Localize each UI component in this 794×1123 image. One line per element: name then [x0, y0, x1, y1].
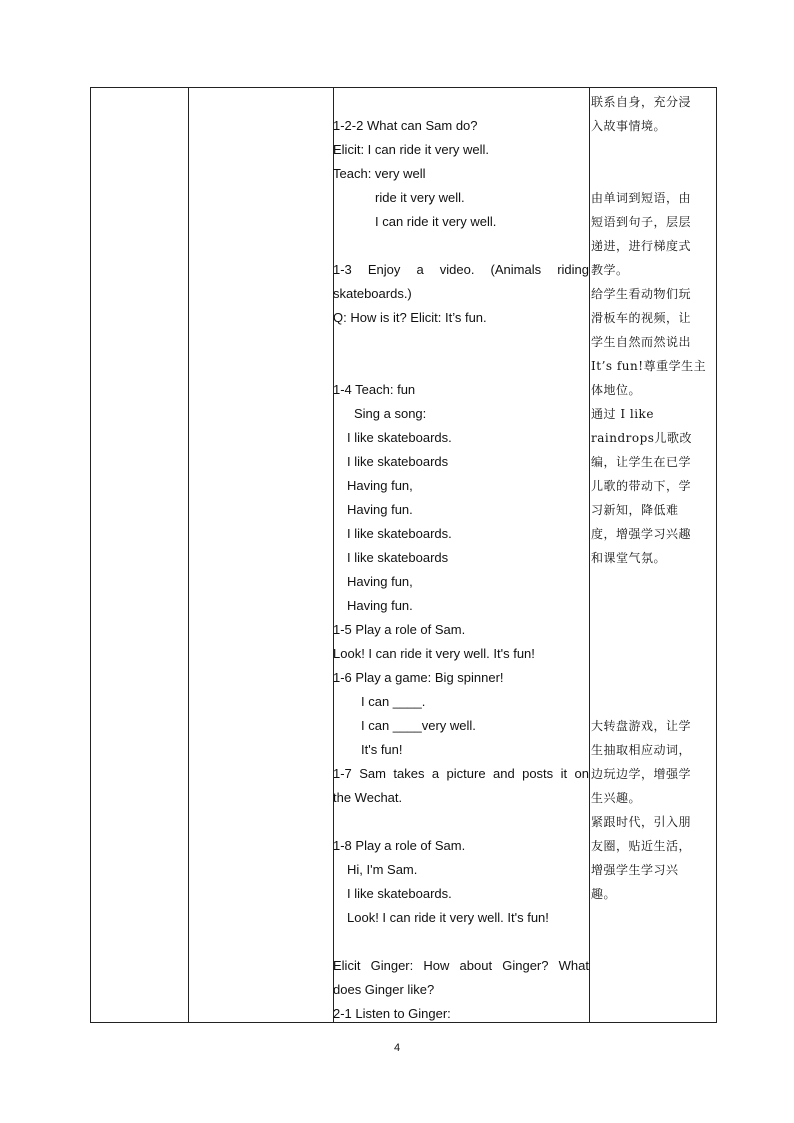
note-line: 递进，进行梯度式: [591, 239, 692, 253]
procedure-line: I can ride it very well.: [375, 214, 497, 229]
note-line: 生兴趣。: [591, 791, 642, 805]
procedure-line: 1-7 Sam takes a picture and posts it on: [333, 766, 589, 781]
procedure-line: 1-6 Play a game: Big spinner!: [333, 670, 504, 685]
procedure-line: I like skateboards: [347, 454, 449, 469]
note-line: 教学。: [591, 263, 629, 277]
note-line: 习新知，降低难: [591, 503, 679, 517]
procedure-line: I like skateboards.: [347, 886, 452, 901]
procedure-line: Sing a song:: [354, 406, 427, 421]
procedure-line: Having fun,: [347, 574, 413, 589]
note-line: 生抽取相应动词，: [591, 743, 692, 757]
column-divider-2: [333, 88, 334, 1022]
procedure-line: 1-2-2 What can Sam do?: [333, 118, 478, 133]
procedure-line: does Ginger like?: [333, 982, 435, 997]
procedure-line: Q: How is it? Elicit: It’s fun.: [333, 310, 487, 325]
procedure-line: Elicit Ginger: How about Ginger? What: [333, 958, 589, 973]
note-line: 大转盘游戏，让学: [591, 719, 692, 733]
note-line: 编，让学生在已学: [591, 455, 692, 469]
note-line: 给学生看动物们玩: [591, 287, 692, 301]
lesson-plan-table: [90, 87, 717, 1023]
procedure-line: the Wechat.: [333, 790, 403, 805]
procedure-line: Teach: very well: [333, 166, 426, 181]
note-line: 边玩边学，增强学: [591, 767, 692, 781]
procedure-line: 1-8 Play a role of Sam.: [333, 838, 466, 853]
procedure-line: skateboards.): [333, 286, 412, 301]
procedure-line: I can ____.: [361, 694, 426, 709]
note-line: 和课堂气氛。: [591, 551, 667, 565]
procedure-line: Look! I can ride it very well. It's fun!: [333, 646, 535, 661]
note-line: 友圈，贴近生活，: [591, 839, 692, 853]
page-number: 4: [393, 1042, 401, 1054]
note-line: raindrops儿歌改: [591, 431, 692, 445]
procedure-line: 1-3 Enjoy a video. (Animals riding: [333, 262, 589, 277]
column-divider-3: [589, 88, 590, 1022]
note-line: 儿歌的带动下，学: [591, 479, 692, 493]
note-line: 短语到句子，层层: [591, 215, 692, 229]
procedure-line: Having fun.: [347, 598, 413, 613]
procedure-line: I can ____very well.: [361, 718, 476, 733]
procedure-line: Having fun,: [347, 478, 413, 493]
procedure-line: It's fun!: [361, 742, 403, 757]
procedure-line: Having fun.: [347, 502, 413, 517]
note-line: 趣。: [591, 887, 617, 901]
note-line: 由单词到短语，由: [591, 191, 692, 205]
note-line: 增强学生学习兴: [591, 863, 679, 877]
procedure-line: Hi, I'm Sam.: [347, 862, 418, 877]
procedure-line: 1-4 Teach: fun: [333, 382, 416, 397]
note-line: 联系自身，充分浸: [591, 95, 692, 109]
procedure-line: 1-5 Play a role of Sam.: [333, 622, 466, 637]
procedure-line: I like skateboards: [347, 550, 449, 565]
note-line: 紧跟时代，引入朋: [591, 815, 692, 829]
procedure-line: I like skateboards.: [347, 430, 452, 445]
note-line: 学生自然而然说出: [591, 335, 692, 349]
note-line: 度，增强学习兴趣: [591, 527, 692, 541]
procedure-line: ride it very well.: [375, 190, 465, 205]
column-divider-1: [188, 88, 189, 1022]
procedure-line: Elicit: I can ride it very well.: [333, 142, 490, 157]
note-line: 通过 I like: [591, 407, 654, 421]
note-line: 入故事情境。: [591, 119, 667, 133]
procedure-line: I like skateboards.: [347, 526, 452, 541]
note-line: 滑板车的视频，让: [591, 311, 692, 325]
note-line: It’s fun!尊重学生主: [591, 359, 707, 373]
procedure-line: Look! I can ride it very well. It's fun!: [347, 910, 549, 925]
procedure-line: 2-1 Listen to Ginger:: [333, 1006, 451, 1021]
note-line: 体地位。: [591, 383, 642, 397]
